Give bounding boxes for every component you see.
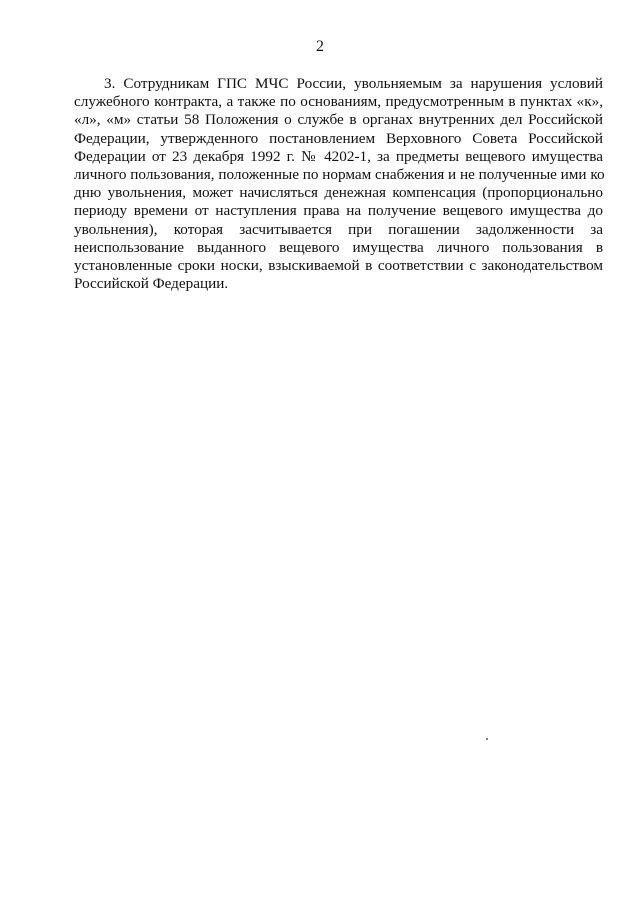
scan-speck — [486, 738, 488, 740]
paragraph-line: 3. Сотрудникам ГПС МЧС России, увольняемым за нарушения условий — [104, 75, 603, 92]
paragraph-line: личного пользования, положенные по нормам снабжения и не полученные ими ко — [74, 166, 605, 184]
paragraph-3 — [74, 75, 603, 293]
paragraph-line: дню увольнения, может начисляться денежная компенсация (пропорционально — [74, 184, 603, 202]
page-number: 2 — [316, 38, 324, 55]
paragraph-line: Российской Федерации. — [74, 275, 229, 293]
paragraph-line: увольнения), которая засчитывается при погашении задолженности за — [74, 220, 603, 238]
paragraph-line: неиспользование выданного вещевого имущества личного пользования в — [74, 238, 603, 256]
paragraph-line: служебного контракта, а также по основаниям, предусмотренным в пунктах «к», — [74, 93, 603, 111]
paragraph-line: Федерации, утвержденного постановлением Верховного Совета Российской — [74, 129, 603, 147]
paragraph-line: периоду времени от наступления права на получение вещевого имущества до — [74, 202, 603, 220]
paragraph-line: «л», «м» статьи 58 Положения о службе в органах внутренних дел Российской — [74, 111, 603, 129]
paragraph-line: Федерации от 23 декабря 1992 г. № 4202-1, за предметы вещевого имущества — [74, 147, 603, 165]
paragraph-line: установленные сроки носки, взыскиваемой в соответствии с законодательством — [74, 257, 603, 275]
